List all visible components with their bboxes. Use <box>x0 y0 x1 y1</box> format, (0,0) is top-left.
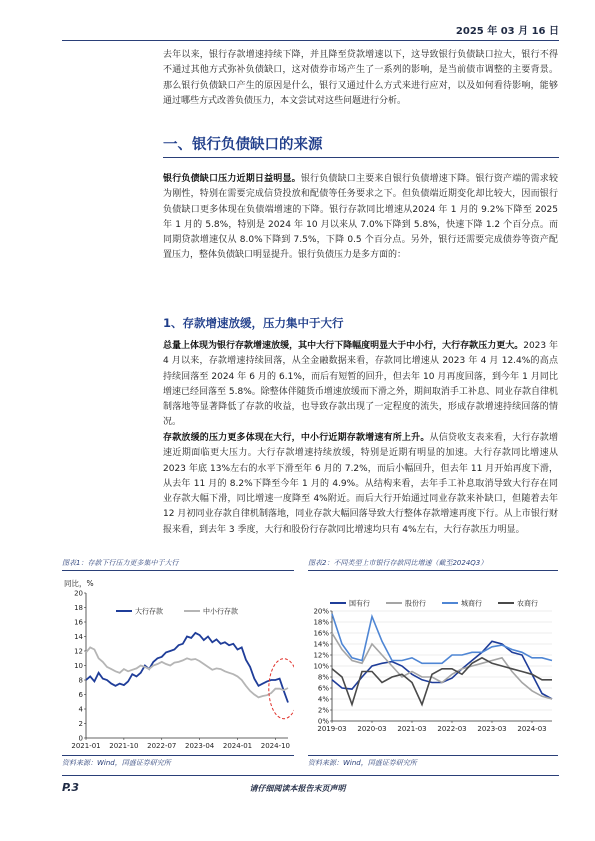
y-tick-label: 2% <box>317 706 329 715</box>
y-axis-unit-label: 同比，% <box>64 579 94 588</box>
paragraph-1 <box>163 172 558 264</box>
y-tick-label: 6 <box>78 691 83 699</box>
legend-label: 城商行 <box>461 599 482 608</box>
paragraph-3-lead: 存款放缓的压力更多体现在大行，中小行近期存款增速有所上升。 <box>163 433 430 443</box>
legend-label: 农商行 <box>517 599 538 608</box>
y-tick-label: 8% <box>317 673 329 682</box>
x-tick-label: 2022-07 <box>147 742 177 750</box>
figure-2-caption-rule <box>308 570 558 571</box>
y-tick-label: 20 <box>74 589 83 598</box>
x-tick-label: 2021-10 <box>109 742 139 750</box>
y-tick-label: 0 <box>78 734 83 743</box>
x-tick-label: 2020-03 <box>357 725 387 733</box>
legend-label: 中小行存款 <box>203 607 238 616</box>
subsection-title: 1、存款增速放缓，压力集中于大行 <box>163 316 344 330</box>
y-tick-label: 14 <box>74 633 83 641</box>
paragraph-2-text: 2023 年 4 月以来，存款增速持续回落，从全金融数据来看，存款同比增速从 2023 年 4 月 12.4%的高点持续回落至 2024 年 6 月的 6.1%，而后有短暂的回升，但去年 10 月再度回落，到今年 1 月同比增速已经回落至 5.8%。除整体伴随货币增速放缓而下滑之外，期间取消手工补息、同业存款自律机制落地等显著降低了存款的收益，也导致存款出现了一定程度的流失，形成存款增速持续回落的情况。 <box>163 341 558 428</box>
y-tick-label: 8 <box>78 676 83 685</box>
paragraph-1-lead: 银行负债缺口压力近期日益明显。 <box>163 174 301 184</box>
x-tick-label: 2021-01 <box>71 742 101 750</box>
y-tick-label: 14% <box>313 640 329 649</box>
y-tick-label: 4% <box>317 695 329 704</box>
footer-rule <box>62 775 559 776</box>
figure-2-caption: 图表2：不同类型上市银行存款同比增速（截至2024Q3） <box>308 559 488 567</box>
y-tick-label: 12 <box>74 647 83 656</box>
figure-1-source-rule <box>62 755 294 756</box>
y-tick-label: 6% <box>317 684 329 693</box>
figure-1-source: 资料来源：Wind，国盛证券研究所 <box>62 759 171 767</box>
series-line-2 <box>86 647 288 697</box>
paragraph-3-text: 从信贷收支表来看，大行存款增速近期面临更大压力。大行存款增速持续放缓，特别是近期有明显的加速。大行存款同比增速从 2023 年底 13%左右的水平下滑至年 6 月的 7.2%，而后小幅回升，但去年 11 月开始再度下滑，从去年 11 月的 8.2%下降至今年 1 月的 4.9%。从结构来看，去年手工补息取消导致大行存在同业存款大幅下滑，同比增速一度降至 4%附近。而后大行开始通过同业存款来补缺口，但随着去年 12 月初同业存款自律机制落地，同业存款大幅回落导致大行整体存款增速再度下行。从上市银行财报来看，到去年 3 季度，大行和股份行存款同比增速均只有 4%左右，大行存款压力明显。 <box>163 433 558 535</box>
x-tick-label: 2024-03 <box>517 725 547 733</box>
x-tick-label: 2021-03 <box>397 725 427 733</box>
y-tick-label: 2 <box>78 720 83 728</box>
y-tick-label: 10% <box>313 662 329 671</box>
header-rule <box>62 40 559 41</box>
y-tick-label: 16 <box>74 618 83 627</box>
x-tick-label: 2022-03 <box>437 725 467 733</box>
section-rule <box>163 157 559 158</box>
figure-2-chart <box>308 573 558 753</box>
paragraph-2 <box>163 339 558 431</box>
report-date: 2025 年 03 月 16 日 <box>455 26 559 37</box>
figure-2-source-rule <box>308 755 558 756</box>
paragraph-2-lead: 总量上体现为银行存款增速放缓，其中大行下降幅度明显大于中小行，大行存款压力更大。 <box>163 341 524 351</box>
y-tick-label: 16% <box>313 629 329 638</box>
y-tick-label: 12% <box>313 651 329 660</box>
page-number: P.3 <box>62 781 80 794</box>
y-tick-label: 18% <box>313 618 329 627</box>
paragraph-1-text: 银行负债缺口主要来自银行负债增速下降。银行资产端的需求较为刚性，特别在需要完成信贷投放和配债等任务要求之下。但负债端近期变化却比较大，因而银行负债缺口更多体现在负债端增速的下降。银行存款同比增速从2024 年 1 月的 9.2%下降至 2025 年 1 月的 5.8%，特别是 2024 年 10 月以来从 7.0%下降到 5.8%，快速下降 1.2 个百分点。而同期贷款增速仅从 8.0%下降到 7.5%，下降 0.5 个百分点。另外，银行还需要完成债券等资产配置压力，整体负债缺口明显提升。银行负债压力是多方面的： <box>163 174 558 261</box>
figure-1-caption-rule <box>62 570 294 571</box>
legend-label: 大行存款 <box>135 607 163 616</box>
figure-1-chart <box>62 573 294 753</box>
figure-1-caption: 图表1：存款下行压力更多集中于大行 <box>62 559 179 567</box>
x-tick-label: 2023-04 <box>185 742 215 750</box>
y-tick-label: 20% <box>313 607 329 616</box>
legend-label: 股份行 <box>405 599 426 608</box>
footer-disclaimer: 请仔细阅读本报告末页声明 <box>249 784 346 793</box>
series-line-4 <box>332 658 552 705</box>
x-tick-label: 2024-10 <box>260 742 290 750</box>
x-tick-label: 2019-03 <box>317 725 347 733</box>
y-tick-label: 18 <box>74 604 83 612</box>
figure-2-source: 资料来源：Wind，国盛证券研究所 <box>308 759 417 767</box>
y-tick-label: 10 <box>74 662 83 670</box>
series-line-1 <box>86 633 288 703</box>
y-tick-label: 4 <box>78 705 83 714</box>
section-title: 一、银行负债缺口的来源 <box>163 137 323 153</box>
y-tick-label: 0% <box>317 717 329 726</box>
legend-label: 国有行 <box>349 599 370 608</box>
paragraph-3 <box>163 431 558 538</box>
intro-paragraph: 去年以来，银行存款增速持续下降，并且降至贷款增速以下，这导致银行负债缺口拉大，银行不得不通过其他方式弥补负债缺口，这对债券市场产生了一系列的影响，是当前债市调整的主要背景。那么银行负债缺口产生的原因是什么，银行又通过什么方式来进行应对，以及如何看待影响，能够通过哪些方式改善负债压力，本文尝试对这些问题进行分析。 <box>163 50 558 106</box>
x-tick-label: 2023-03 <box>477 725 507 733</box>
x-tick-label: 2024-01 <box>222 742 253 750</box>
